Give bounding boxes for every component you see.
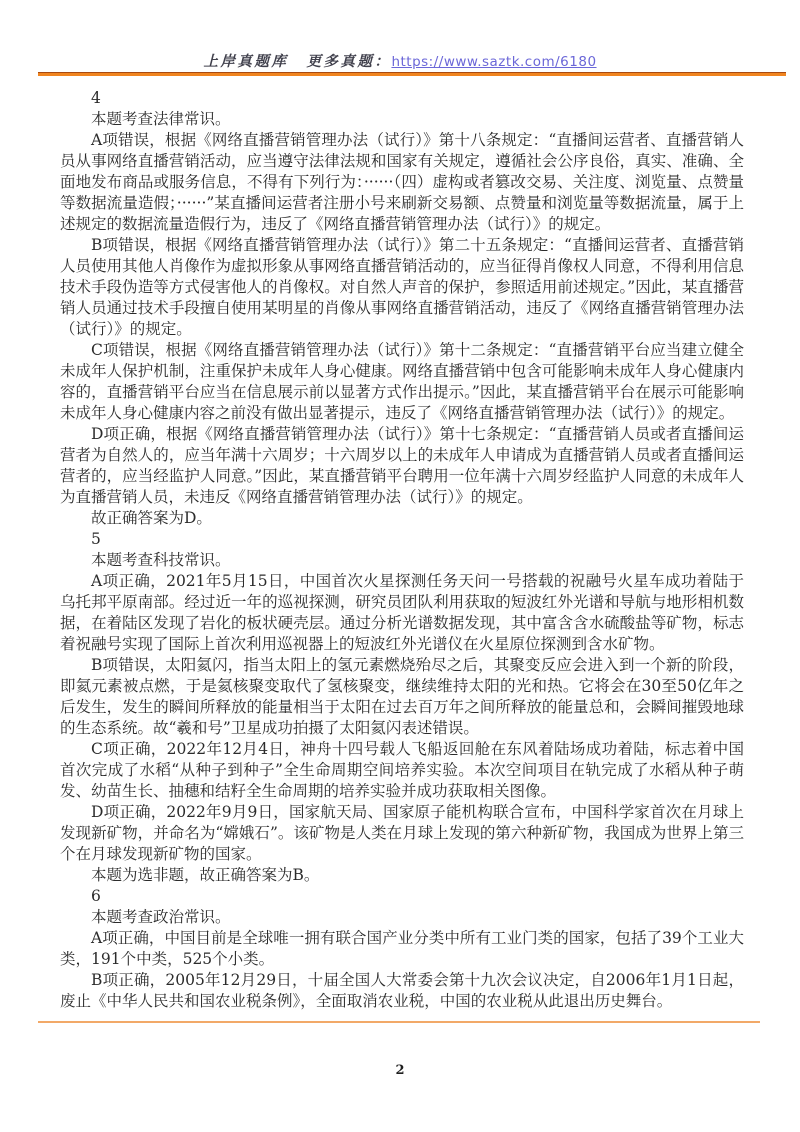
question-number: 4 <box>91 89 101 107</box>
question-topic-line: 本题考查科技常识。 <box>91 551 231 569</box>
question-section-5 <box>60 529 744 886</box>
site-brand: 上岸真题库 <box>203 53 289 70</box>
page-number: 2 <box>395 1063 405 1078</box>
answer-explanations <box>60 88 744 1012</box>
site-link[interactable]: https://www.saztk.com/6180 <box>391 54 597 70</box>
question-topic-line: 本题考查法律常识。 <box>91 110 231 128</box>
option-analysis-b: B项正确，2005年12月29日，十届全国人大常委会第十九次会议决定，自2006年1月1日起，废止《中华人民共和国农业税条例》，全面取消农业税，中国的农业税从此退出历史舞台。 <box>60 971 744 1010</box>
option-analysis-b: B项错误，太阳氦闪，指当太阳上的氢元素燃烧殆尽之后，其聚变反应会进入到一个新的阶段，即氦元素被点燃，于是氦核聚变取代了氢核聚变，继续维持太阳的光和热。它将会在30至50亿年之后发生，发生的瞬间所释放的能量相当于太阳在过去百万年之间所释放的能量总和，会瞬间摧毁地球的生态系统。故“羲和号”卫星成功拍摄了太阳氦闪表述错误。 <box>60 656 744 737</box>
option-analysis-b: B项错误，根据《网络直播营销管理办法（试行）》第二十五条规定：“直播间运营者、直播营销人员使用其他人肖像作为虚拟形象从事网络直播营销活动的，应当征得肖像权人同意，不得利用信息技术手段伪造等方式侵害他人的肖像权。对自然人声音的保护，参照适用前述规定。”因此，某直播营销人员通过技术手段擅自使用某明星的肖像从事网络直播营销活动，违反了《网络直播营销管理办法（试行）》的规定。 <box>60 236 744 338</box>
more-questions-label: 更多真题： <box>306 53 392 70</box>
option-analysis-a: A项正确，中国目前是全球唯一拥有联合国产业分类中所有工业门类的国家，包括了39个工业大类，191个中类，525个小类。 <box>60 929 744 968</box>
option-analysis-a: A项错误，根据《网络直播营销管理办法（试行）》第十八条规定：“直播间运营者、直播营销人员从事网络直播营销活动，应当遵守法律法规和国家有关规定，遵循社会公序良俗，真实、准确、全面地发布商品或服务信息，不得有下列行为：······（四）虚构或者篡改交易、关注度、浏览量、点赞量等数据流量造假；······”某直播间运营者注册小号来刷新交易额、点赞量和浏览量等数据流量，属于上述规定的数据流量造假行为，违反了《网络直播营销管理办法（试行）》的规定。 <box>60 131 744 233</box>
option-analysis-a: A项正确，2021年5月15日，中国首次火星探测任务天问一号搭载的祝融号火星车成功着陆于乌托邦平原南部。经过近一年的巡视探测，研究员团队利用获取的短波红外光谱和导航与地形相机数据，在着陆区发现了岩化的板状硬壳层。通过分析光谱数据发现，其中富含含水硫酸盐等矿物，标志着祝融号实现了国际上首次利用巡视器上的短波红外光谱仪在火星原位探测到含水矿物。 <box>60 572 744 653</box>
correct-answer-line: 故正确答案为D。 <box>91 509 212 527</box>
correct-answer-line: 本题为选非题，故正确答案为B。 <box>91 866 320 884</box>
page-header <box>0 50 800 71</box>
question-section-6 <box>60 886 744 1012</box>
question-number: 6 <box>91 887 101 905</box>
footer-divider-line <box>38 1021 760 1023</box>
option-analysis-d: D项正确，根据《网络直播营销管理办法（试行）》第十七条规定：“直播营销人员或者直播间运营者为自然人的，应当年满十六周岁；十六周岁以上的未成年人申请成为直播营销人员或者直播间运营者的，应当经监护人同意。”因此，某直播营销平台聘用一位年满十六周岁经监护人同意的未成年人为直播营销人员，未违反《网络直播营销管理办法（试行）》的规定。 <box>60 425 744 506</box>
question-topic-line: 本题考查政治常识。 <box>91 908 231 926</box>
option-analysis-c: C项正确，2022年12月4日，神舟十四号载人飞船返回舱在东风着陆场成功着陆，标志着中国首次完成了水稻“从种子到种子”全生命周期空间培养实验。本次空间项目在轨完成了水稻从种子萌发、幼苗生长、抽穗和结籽全生命周期的培养实验并成功获取相关图像。 <box>60 740 744 800</box>
question-section-4 <box>60 88 744 529</box>
option-analysis-d: D项正确，2022年9月9日，国家航天局、国家原子能机构联合宣布，中国科学家首次在月球上发现新矿物，并命名为“嫦娥石”。该矿物是人类在月球上发现的第六种新矿物，我国成为世界上第三个在月球发现新矿物的国家。 <box>60 803 744 863</box>
question-number: 5 <box>91 530 101 548</box>
option-analysis-c: C项错误，根据《网络直播营销管理办法（试行）》第十二条规定：“直播营销平台应当建立健全未成年人保护机制，注重保护未成年人身心健康。网络直播营销中包含可能影响未成年人身心健康内容的，直播营销平台应当在信息展示前以显著方式作出提示。”因此，某直播营销平台在展示可能影响未成年人身心健康内容之前没有做出显著提示，违反了《网络直播营销管理办法（试行）》的规定。 <box>60 341 744 422</box>
header-divider-line <box>38 72 786 76</box>
